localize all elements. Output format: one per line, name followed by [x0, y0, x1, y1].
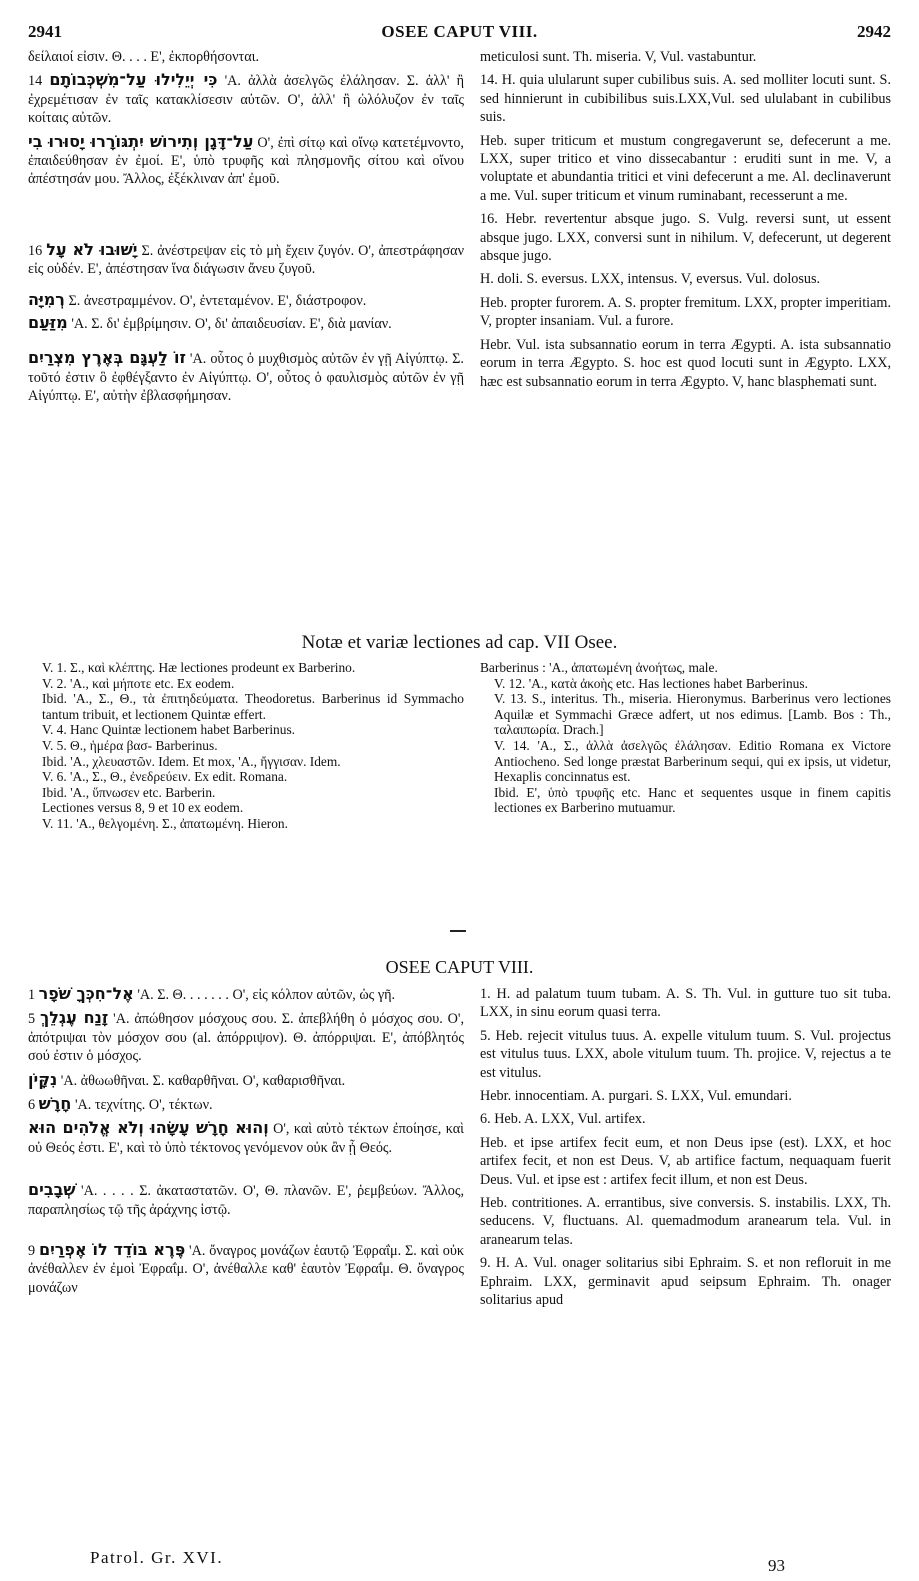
latin-entry: meticulosi sunt. Th. miseria. V, Vul. vastabuntur.	[480, 49, 757, 65]
notes-right-column	[480, 660, 891, 816]
greek-text: 'Α. . . . . Σ. ἀκαταστατῶν. Ο', Θ. πλανῶν. Ε', ῥεμβεύων. Ἄλλος, παραπλησίως τῷ τῆς ἀράχνης ἱστῷ.	[28, 1183, 464, 1218]
greek-text: 'Α. οὗτος ὁ μυχθισμὸς αὐτῶν ἐν γῇ Αἰγύπτῳ. Σ. τοῦτό ἐστιν ὃ ἐφθέγξαντο ἐν Αἰγύπτῳ. Ο', οὗτος ὁ φαυλισμὸς αὐτῶν ἐν γῇ Αἰγύπτῳ. Ε', αὐτὴν ἐβλασφήμησαν.	[28, 351, 464, 405]
latin-entry: 1. H. ad palatum tuum tubam. A. S. Th. Vul. in gutture tuo sit tuba. LXX, in sinu eorum quasi terra.	[480, 986, 891, 1021]
latin-entry: 5. Heb. rejecit vitulus tuus. A. expelle vitulum tuum. S. Vul. projectus est vitulus tuus. LXX, abole vitulum tuum. Th. projice. V, rejectus a te est vitulus.	[480, 1027, 891, 1081]
greek-entry	[28, 1009, 464, 1065]
note-entry: Lectiones versus 8, 9 et 10 ex eodem.	[42, 800, 244, 816]
greek-text: 'Α. Σ. δι' ἐμβρίμησιν. Ο', δι' ἀπαιδευσίαν. Ε', διὰ μανίαν.	[67, 316, 392, 333]
page-header	[28, 22, 891, 46]
hebrew-lemma: רְמִיָּה	[28, 289, 65, 309]
note-entry: Ibid. 'Α., χλευαστῶν. Idem. Et mox, 'Α., ἤγγισαν. Idem.	[42, 753, 341, 769]
page-number-right: 2942	[857, 22, 891, 41]
hebrew-lemma: חָרָשׁ	[38, 1094, 72, 1114]
latin-entry: 9. H. A. Vul. onager solitarius sibi Ephraim. S. et non refloruit in me Ephraim. LXX, germinavit apud seipsum Ephraim. Th. onager solitarius apud	[480, 1255, 891, 1309]
note-entry: V. 13. S., interitus. Th., miseria. Hieronymus. Barberinus vero lectiones Aquilæ et Symmachi Græce adfert, ut nos edimus. [Lamb. Bos : Th., ταλαιπωρία. Drach.]	[494, 691, 891, 738]
hebrew-lemma: שְׁבָבִים	[28, 1180, 76, 1200]
greek-text: 6 'Α. τεχνίτης. Ο', τέκτων.	[28, 1097, 213, 1114]
hebrew-lemma: מִזַּעַם	[28, 313, 68, 333]
page-number-left: 2941	[28, 22, 62, 41]
greek-entry	[28, 291, 464, 310]
greek-column-2	[28, 985, 464, 1302]
greek-text: 9 'Α. ὄναγρος μονάζων ἑαυτῷ Ἐφραΐμ. Σ. καὶ οὐκ ἀνέθαλλεν ἐν ἐμοὶ Ἐφραΐμ. Ο', ἀνέθαλλε καθ' ἑαυτὸν Ἐφραΐμ. Θ. ὄναγρος μονάζων	[28, 1243, 465, 1296]
greek-entry	[28, 1241, 464, 1297]
greek-entry	[28, 48, 464, 66]
greek-entry	[28, 241, 464, 279]
greek-entry	[28, 1095, 464, 1114]
note-entry: V. 14. 'Α., Σ., ἀλλὰ ἀσελγῶς ἐλάλησαν. Editio Romana ex Victore Antiocheno. Sed longe præstat Barberinum sequi, qui ex ipsis, ut videtur, Hexaplis concinnatus est.	[494, 737, 891, 785]
latin-column	[480, 48, 891, 396]
latin-entry: Hebr. Vul. ista subsannatio eorum in terra Ægypti. A. ista subsannatio eorum in terra Ægypto. S. hoc est quod locuti sunt in Ægypto. LXX, hæc est subsannatio eorum in terra Ægypto. V, hanc blasphemati sunt.	[480, 336, 891, 390]
greek-entry	[28, 133, 464, 189]
note-entry: Ibid. E', ὑπὸ τρυφῆς etc. Hanc et sequentes usque in finem capitis lectiones ex Barberino mutuamur.	[494, 784, 891, 816]
hebrew-lemma: אֶל־חִכְּךָ שֹׁפָר	[38, 984, 134, 1003]
notes-left-column	[28, 660, 464, 832]
hebrew-lemma: נִקָּיֹן	[28, 1069, 58, 1089]
section-divider	[450, 930, 466, 932]
note-entry: V. 11. 'Α., θελγομένη. Σ., ἀπατωμένη. Hieron.	[42, 815, 288, 831]
greek-text: 1 'Α. Σ. Θ. . . . . . . Ο', εἰς κόλπον αὐτῶν, ὡς γῆ.	[28, 987, 396, 1003]
latin-entry: Hebr. innocentiam. A. purgari. S. LXX, Vul. emundari.	[480, 1088, 792, 1105]
greek-text: δείλαιοί εἰσιν. Θ. . . . Ε', ἐκπορθήσονται.	[28, 49, 260, 65]
latin-column-2	[480, 985, 891, 1315]
note-entry: V. 1. Σ., καὶ κλέπτης. Hæ lectiones prodeunt ex Barberino.	[42, 660, 356, 675]
greek-column	[28, 48, 464, 411]
greek-entry	[28, 314, 464, 333]
greek-entry	[28, 1071, 464, 1090]
note-entry: Ibid. 'Α., ὕπνωσεν etc. Barberin.	[42, 784, 216, 800]
greek-entry	[28, 1119, 464, 1157]
hebrew-lemma: פֶּרֶא בּוֹדֵד לוֹ אֶפְרַיִם	[38, 1240, 186, 1260]
greek-text: 'Α. ἀθωωθῆναι. Σ. καθαρθῆναι. Ο', καθαρισθῆναι.	[57, 1072, 346, 1089]
notes-title: Notæ et variæ lectiones ad cap. VII Osee.	[301, 632, 618, 653]
greek-entry	[28, 985, 464, 1004]
note-entry: Barberinus : 'Α., ἀπατωμένη ἀνοήτως, male.	[480, 660, 718, 675]
note-entry: V. 12. 'Α., κατὰ ἀκοὴς etc. Has lectiones habet Barberinus.	[494, 675, 808, 691]
greek-text: Ο', καὶ αὐτὸ τέκτων ἐποίησε, καὶ οὐ Θεός ἐστι. Ε', καὶ τὸ ὑπὸ τέκτονος γενόμενον οὐκ ἂν ᾖ Θεός.	[28, 1121, 464, 1156]
latin-entry: Heb. et ipse artifex fecit eum, et non Deus ipse (est). LXX, et hoc artifex fecit, et non est Deus. V, ab artifice factum, nequaquam fuerit Deus. Vul. et ipse est : artifex fecit illum, et non est Deus.	[480, 1134, 891, 1188]
greek-text: 16 Σ. ἀνέστρεψαν εἰς τὸ μὴ ἔχειν ζυγόν. Ο', ἀπεστράφησαν εἰς οὐδέν. Ε', ἀπέστησαν ἵνα διάγωσιν ἄνευ ζυγοῦ.	[28, 242, 464, 278]
note-entry: V. 4. Hanc Quintæ lectionem habet Barberinus.	[42, 722, 296, 738]
note-entry: V. 2. 'Α., καὶ μήποτε etc. Ex eodem.	[42, 675, 235, 691]
note-entry: V. 6. 'Α., Σ., Θ., ἐνεδρεύειν. Ex edit. Romana.	[42, 769, 288, 785]
hebrew-lemma: זָנַח עֶגְלֵךְ	[40, 1008, 109, 1028]
hebrew-lemma: וְהוּא חָרָשׁ עָשָׂהוּ וְלֹא אֱלֹהִים הוּא	[28, 1118, 269, 1138]
running-title: OSEE CAPUT VIII.	[381, 22, 538, 41]
greek-text: Σ. ἀνεστραμμένον. Ο', ἐντεταμένον. Ε', διάστροφον.	[64, 292, 367, 309]
footer-sheet-number: 93	[768, 1556, 785, 1575]
latin-entry: 16. Hebr. revertentur absque jugo. S. Vulg. reversi sunt, ut essent absque jugo. LXX, conversi sunt in nihilum. V, defecerunt, ut degerent absque jugo.	[480, 211, 891, 265]
hebrew-lemma: יָשׁוּבוּ לֹא עָל	[46, 239, 138, 259]
hebrew-lemma: זוֹ לַעְגָּם בְּאֶרֶץ מִצְרַיִם	[28, 348, 186, 368]
chapter-title: OSEE CAPUT VIII.	[385, 957, 534, 977]
latin-entry: Heb. contritiones. A. errantibus, sive conversis. S. instabilis. LXX, Th. seducens. V, fluctuans. Al. quemadmodum aranearum tela. Vul. in aranearum telas.	[480, 1195, 891, 1248]
greek-entry	[28, 71, 464, 127]
greek-entry	[28, 1181, 464, 1219]
greek-text: 5 'Α. ἀπώθησον μόσχους σου. Σ. ἀπεβλήθη ὁ μόσχος σου. Ο', ἀπότριψαι τὸν μόσχον σου (al. ἀπόρριψον). Θ. ἀπόρριψαι. Ε', ἀπόβλητός σού ἐστιν ὁ μόσχος.	[28, 1011, 465, 1065]
hebrew-lemma: עַל־דָּגָן וְתִירוֹשׁ יִתְגּוֹרָרוּ יָסוּרוּ בִי	[28, 131, 254, 151]
note-entry: Ibid. 'Α., Σ., Θ., τὰ ἐπιτηδεύματα. Theodoretus. Barberinus id Symmacho tantum tribuit, et lectionem Quintæ effert.	[42, 691, 464, 722]
latin-entry: 14. H. quia ulularunt super cubilibus suis. A. sed molliter locuti sunt. S. sed hinnierunt in cubibilibus suis.LXX,Vul. sed ululabant in cubilibus suis.	[480, 72, 891, 126]
note-entry: V. 5. Θ., ἡμέρα βασ- Barberinus.	[42, 737, 218, 753]
hebrew-lemma: כִּי יְיֵלִילוּ עַל־מִשְׁכְּבוֹתָם	[49, 70, 218, 90]
latin-entry: H. doli. S. eversus. LXX, intensus. V, eversus. Vul. dolosus.	[480, 271, 821, 288]
latin-entry: 6. Heb. A. LXX, Vul. artifex.	[480, 1111, 646, 1128]
latin-entry: Heb. propter furorem. A. S. propter fremitum. LXX, propter imperitiam. V, propter insaniam. Vul. a furore.	[480, 294, 891, 330]
greek-text: 14 'Α. ἀλλὰ ἀσελγῶς ἐλάλησαν. Σ. ἀλλ' ἢ ἐχρεμέτισαν ἐν ταῖς κατακλίσεσιν αὐτῶν. Ο', ἀλλ' ἢ ὠλόλυζον ἐν ταῖς κοίταις αὐτῶν.	[28, 73, 465, 127]
greek-text: Ο', ἐπὶ σίτῳ καὶ οἴνῳ κατετέμνοντο, ἐπαιδεύθησαν ἐν ἐμοί. Ε', ὑπὸ τρυφῆς καὶ πλησμονῆς σίτου καὶ οἴνου ἀπέστησάν μου. Ἄλλος, ἐξέκλιναν ἀπ' ἐμοῦ.	[28, 134, 464, 188]
footer-source: Patrol. Gr. XVI.	[90, 1548, 224, 1567]
latin-entry: Heb. super triticum et mustum congregaverunt se, defecerunt a me. LXX, super tritico et vino dissecabantur : eruditi sunt in me. V, a voluptate et abundantia tritici et vini defecerunt a me. Al. declinaverunt a me. Vul. super triticum et vinum ruminabant, recesserunt a me.	[480, 132, 891, 204]
greek-entry	[28, 349, 464, 405]
